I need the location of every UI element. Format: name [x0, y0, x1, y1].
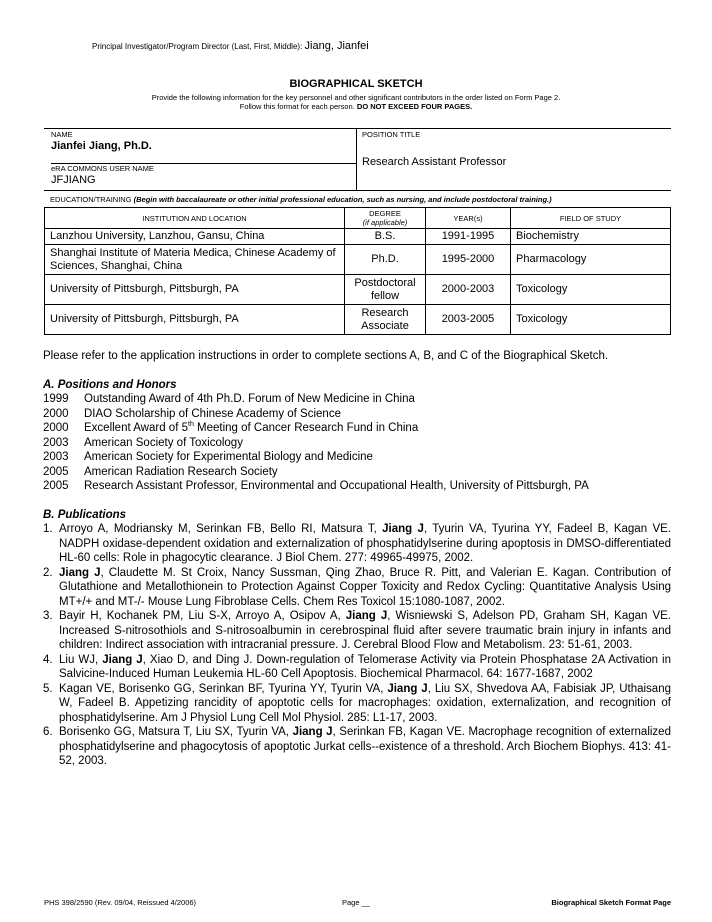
edu-field: Biochemistry: [511, 229, 671, 245]
publication-author-highlight: Jiang J: [387, 682, 428, 695]
list-item: [43, 653, 671, 682]
section-b-heading: B. Publications: [43, 508, 127, 521]
list-item: [43, 436, 671, 451]
edu-institution: University of Pittsburgh, Pittsburgh, PA: [45, 275, 345, 305]
position-text-post: Meeting of Cancer Research Fund in China: [193, 422, 419, 434]
position-text: American Society of Toxicology: [84, 436, 243, 449]
publication-authors-pre: Liu WJ,: [59, 653, 103, 666]
document-body: [43, 349, 671, 769]
name-box: [44, 128, 357, 190]
publication-rest: , Xiao D, and Ding J. Down-regulation of Telomerase Activity via Protein Phosphatase 2A Activation in Salvicine-Induced Human Leukemia HL-60 Cell Apoptosis. Biochemical Pharmacol. 64: 1677-1687, 2002: [59, 653, 671, 680]
pi-name: Jiang, Jianfei: [304, 40, 369, 52]
publication-number: 1.: [43, 523, 53, 535]
footer-form-id: PHS 398/2590 (Rev. 09/04, Reissued 4/2006): [44, 898, 197, 907]
pi-label: Principal Investigator/Program Director (Last, First, Middle):: [92, 42, 303, 51]
name-value: Jianfei Jiang, Ph.D.: [51, 140, 152, 152]
publication-rest: , Tyurin VA, Tyurina YY, Fadeel B, Kagan VE. NADPH oxidase-dependent oxidation and externalization of phosphatidylserine during apoptosis in DMSO-differentiated HL-60 cells: Role in phagocytic clearance. J Biol Chem. 277: 49965-49975, 2002.: [59, 523, 671, 564]
section-a-heading: A. Positions and Honors: [43, 378, 177, 391]
edu-field: Pharmacology: [511, 245, 671, 275]
list-item: [43, 407, 671, 422]
publication-text: [59, 682, 671, 726]
position-year: 2000: [43, 407, 69, 420]
edu-institution: Lanzhou University, Lanzhou, Gansu, China: [45, 229, 345, 245]
refer-text: Please refer to the application instructions in order to complete sections A, B, and C of the Biographical Sketch.: [43, 350, 609, 362]
position-year: 2005: [43, 480, 69, 492]
publication-number: 5.: [43, 682, 53, 695]
col-institution: INSTITUTION AND LOCATION: [45, 208, 345, 229]
list-item: [43, 609, 671, 653]
education-top-rule: [44, 190, 671, 191]
footer-page-number: Page __: [342, 898, 370, 907]
edu-years: 2000-2003: [426, 275, 511, 305]
publication-text: [59, 653, 671, 682]
list-item: [43, 682, 671, 726]
list-item: [43, 392, 671, 407]
education-label: EDUCATION/TRAINING: [50, 195, 132, 204]
publication-text: [59, 725, 671, 769]
position-text-sup: th: [188, 421, 194, 429]
position-text: Outstanding Award of 4th Ph.D. Forum of New Medicine in China: [84, 393, 415, 405]
instructions-line-2a: Follow this format for each person.: [239, 102, 355, 111]
position-year: 2003: [43, 451, 69, 463]
publication-authors-pre: Bayir H, Kochanek PM, Liu S-X, Arroyo A, Osipov A,: [59, 610, 346, 622]
publication-rest: , Serinkan FB, Kagan VE. Macrophage recognition of externalized phosphatidylserine and phagocytosis of apoptotic Jurkat cells--existence of a threshold. Arch Biochem Biophys. 413: 41-52, 2003.: [59, 726, 671, 767]
list-item: [43, 725, 671, 769]
edu-years: 1991-1995: [426, 229, 511, 245]
edu-degree: Postdoctoral fellow: [345, 275, 426, 305]
publication-author-highlight: Jiang J: [102, 653, 143, 666]
education-header-row: [45, 208, 671, 229]
footer-format-label: Biographical Sketch Format Page: [551, 898, 671, 907]
list-item: [43, 479, 671, 494]
position-text: [84, 421, 418, 436]
publication-author-highlight: Jiang J: [382, 523, 424, 535]
pi-line: [92, 40, 369, 52]
publication-number: 6.: [43, 726, 53, 738]
edu-field: Toxicology: [511, 305, 671, 335]
instructions-line-2b: DO NOT EXCEED FOUR PAGES.: [356, 102, 473, 111]
publication-author-highlight: Jiang J: [292, 726, 333, 738]
publication-text: [59, 566, 671, 610]
commons-label: eRA COMMONS USER NAME: [51, 164, 154, 173]
position-text: American Radiation Research Society: [84, 465, 278, 478]
edu-institution: University of Pittsburgh, Pittsburgh, PA: [45, 305, 345, 335]
name-label: NAME: [51, 130, 73, 139]
list-item: [43, 522, 671, 566]
list-item: [43, 421, 671, 436]
publication-rest: , Wisniewski S, Adelson PD, Graham SH, Kagan VE. Increased S-nitrosothiols and S-nitrosoalbumin in cerebrospinal fluid after severe traumatic brain injury in infants and children: Indirect association with intracranial pressure. J. Cerebral Blood Flow and Metabolism. 23: 51-61, 2003.: [59, 610, 671, 651]
publication-author-highlight: Jiang J: [345, 610, 388, 622]
position-text-pre: Excellent Award of 5: [84, 422, 188, 434]
position-year: 2005: [43, 465, 69, 478]
col-degree-note: (if applicable): [362, 218, 408, 227]
publication-author-highlight: Jiang J: [59, 566, 101, 579]
publication-rest: , Liu SX, Shvedova AA, Fabisiak JP, Uthaisang W, Fadeel B. Appetizing rancidity of apoptotic cells for macrophages: oxidation, externalization, and recognition of phosphatidylserine. Am J Physiol Lung Cell Mol Physiol. 285: L1-17, 2003.: [59, 682, 671, 724]
table-row: [45, 229, 671, 245]
publication-number: 3.: [43, 610, 53, 622]
col-degree-title: DEGREE: [369, 209, 401, 218]
education-table: [44, 207, 671, 335]
edu-institution: Shanghai Institute of Materia Medica, Chinese Academy of Sciences, Shanghai, China: [45, 245, 345, 275]
instructions-line-2: [0, 102, 712, 111]
page-title: BIOGRAPHICAL SKETCH: [289, 78, 423, 90]
edu-degree: Research Associate: [345, 305, 426, 335]
publication-rest: , Claudette M. St Croix, Nancy Sussman, Qing Zhao, Bruce R. Pitt, and Valerian E. Kagan. Contribution of Glutathione and Metallothionein to Protection Against Copper Toxicity and Redox Cycling: Quantitative Analysis Using MT+/+ and MT-/- Mouse Lung Fibroblase Cells. Chem Res Toxicol 15:1080-1087, 2002.: [59, 566, 671, 608]
education-note: (Begin with baccalaureate or other initial professional education, such as nursing, and include postdoctoral training.): [133, 195, 552, 204]
publication-number: 2.: [43, 566, 53, 579]
publication-text: [59, 522, 671, 566]
list-item: [43, 465, 671, 480]
instructions: [0, 93, 712, 111]
table-row: [45, 305, 671, 335]
edu-degree: Ph.D.: [345, 245, 426, 275]
commons-value: JFJIANG: [51, 174, 96, 186]
position-label: POSITION TITLE: [362, 130, 421, 139]
table-row: [45, 275, 671, 305]
list-item: [43, 450, 671, 465]
publication-authors-pre: Kagan VE, Borisenko GG, Serinkan BF, Tyurina YY, Tyurin VA,: [59, 682, 388, 695]
publication-authors-pre: Borisenko GG, Matsura T, Liu SX, Tyurin VA,: [59, 726, 293, 738]
edu-years: 2003-2005: [426, 305, 511, 335]
edu-field: Toxicology: [511, 275, 671, 305]
table-row: [45, 245, 671, 275]
education-header: [50, 195, 552, 204]
publication-number: 4.: [43, 653, 53, 666]
edu-degree: B.S.: [345, 229, 426, 245]
list-item: [43, 566, 671, 610]
col-field: FIELD OF STUDY: [511, 208, 671, 229]
col-years: YEAR(s): [426, 208, 511, 229]
position-value: Research Assistant Professor: [362, 156, 507, 168]
publication-authors-pre: Arroyo A, Modriansky M, Serinkan FB, Bello RI, Matsura T,: [59, 523, 383, 535]
position-text: DIAO Scholarship of Chinese Academy of Science: [84, 407, 341, 420]
position-year: 1999: [43, 393, 69, 405]
instructions-line-1: Provide the following information for the key personnel and other significant contributors in the order listed on Form Page 2.: [151, 93, 561, 102]
position-text: Research Assistant Professor, Environmental and Occupational Health, University of Pittsburgh, PA: [84, 480, 589, 492]
col-degree: [345, 208, 426, 229]
publication-text: [59, 609, 671, 653]
position-year: 2003: [43, 436, 69, 449]
position-year: 2000: [43, 422, 69, 434]
edu-years: 1995-2000: [426, 245, 511, 275]
position-text: American Society for Experimental Biology and Medicine: [84, 451, 373, 463]
